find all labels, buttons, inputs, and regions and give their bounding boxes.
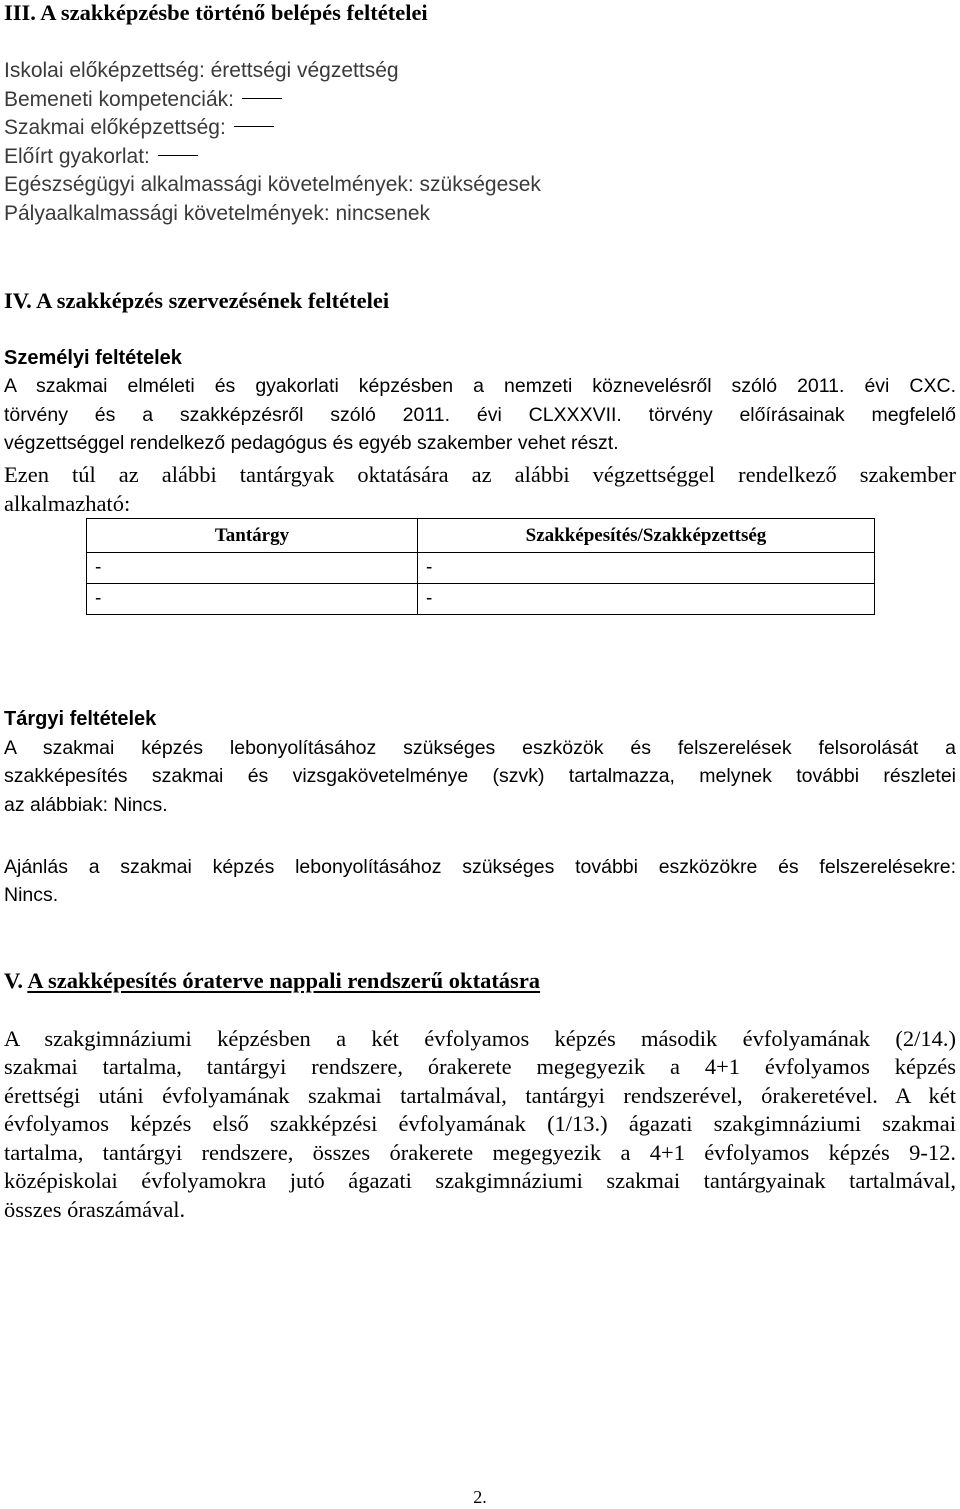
table-row [87,584,875,615]
table-header-tantargy: Tantárgy [87,519,418,553]
material-conditions-heading: Tárgyi feltételek [4,708,157,730]
szakmai-elokepzettseg-line [4,114,274,142]
table-cell: - [417,584,874,615]
eloirt-gyakorlat-label: Előírt gyakorlat: [4,145,150,168]
section-5-number: V. [4,968,23,993]
egeszsegugyi-line: Egészségügyi alkalmassági követelmények: szükségesek [4,173,541,196]
section-5-title: A szakképesítés óraterve nappali rendszerű oktatásra [27,968,541,993]
material-paragraph-line: A szakmai képzés lebonyolításához szükséges eszközök és felszerelések felsorolását a [4,737,956,759]
table-header-row [87,519,875,553]
material-paragraph-line: szakképesítés szakmai és vizsgakövetelménye (szvk) tartalmazza, melynek további részletei [4,765,956,787]
ezen-paragraph-line: alkalmazható: [4,491,131,516]
iskolai-elokepzettseg-line: Iskolai előképzettség: érettségi végzettség [4,59,399,82]
curriculum-paragraph-line: tartalma, tantárgyi rendszere, összes órakerete megegyezik a 4+1 évfolyamos képzés 9-12. [4,1140,956,1165]
eloirt-gyakorlat-line [4,143,198,171]
teacher-qualification-table [86,518,875,615]
curriculum-paragraph-line: szakmai tartalma, tantárgyi rendszere, órakerete megegyezik a 4+1 évfolyamos képzés [4,1054,956,1079]
section-3-heading: III. A szakképzésbe történő belépés feltételei [4,0,428,25]
page-number: 2. [473,1487,487,1507]
ezen-paragraph-line: Ezen túl az alábbi tantárgyak oktatására az alábbi végzettséggel rendelkező szakember [4,462,956,487]
empty-value-dash [242,98,282,99]
section-5-heading [4,967,540,995]
palyaalkalmassagi-line: Pályaalkalmassági követelmények: nincsenek [4,202,431,225]
empty-value-dash [234,126,274,127]
recommendation-paragraph-line: Ajánlás a szakmai képzés lebonyolításához szükséges további eszközökre és felszerelésekre: [4,856,956,878]
szakmai-elokepzettseg-label: Szakmai előképzettség: [4,116,226,139]
bemeneti-kompetenciak-label: Bemeneti kompetenciák: [4,88,234,111]
personal-paragraph-line: törvény és a szakképzésről szóló 2011. évi CLXXXVII. törvény előírásainak megfelelő [4,404,956,426]
bemeneti-kompetenciak-line [4,86,282,114]
curriculum-paragraph-line: évfolyamos képzés első szakképzési évfolyamának (1/13.) ágazati szakgimnáziumi szakmai [4,1111,956,1136]
empty-value-dash [158,155,198,156]
personal-paragraph-line: A szakmai elméleti és gyakorlati képzésben a nemzeti köznevelésről szóló 2011. évi CXC. [4,375,956,397]
table-cell: - [87,584,418,615]
curriculum-paragraph-line: összes óraszámával. [4,1197,186,1222]
table-cell: - [87,553,418,584]
recommendation-paragraph-line: Nincs. [4,884,59,906]
material-paragraph-line: az alábbiak: Nincs. [4,794,168,816]
table-cell: - [417,553,874,584]
table-header-szakkepesites: Szakképesítés/Szakképzettség [417,519,874,553]
curriculum-paragraph-line: A szakgimnáziumi képzésben a két évfolyamos képzés második évfolyamának (2/14.) [4,1026,956,1051]
personal-paragraph-line: végzettséggel rendelkező pedagógus és egyéb szakember vehet részt. [4,432,619,454]
section-4-heading: IV. A szakképzés szervezésének feltételei [4,288,390,313]
curriculum-paragraph-line: érettségi utáni évfolyamának szakmai tartalmával, tantárgyi rendszerével, órakeretével. A két [4,1083,956,1108]
personal-conditions-heading: Személyi feltételek [4,347,182,369]
table-row [87,553,875,584]
curriculum-paragraph-line: középiskolai évfolyamokra jutó ágazati szakgimnáziumi szakmai tantárgyainak tartalmával, [4,1168,956,1193]
